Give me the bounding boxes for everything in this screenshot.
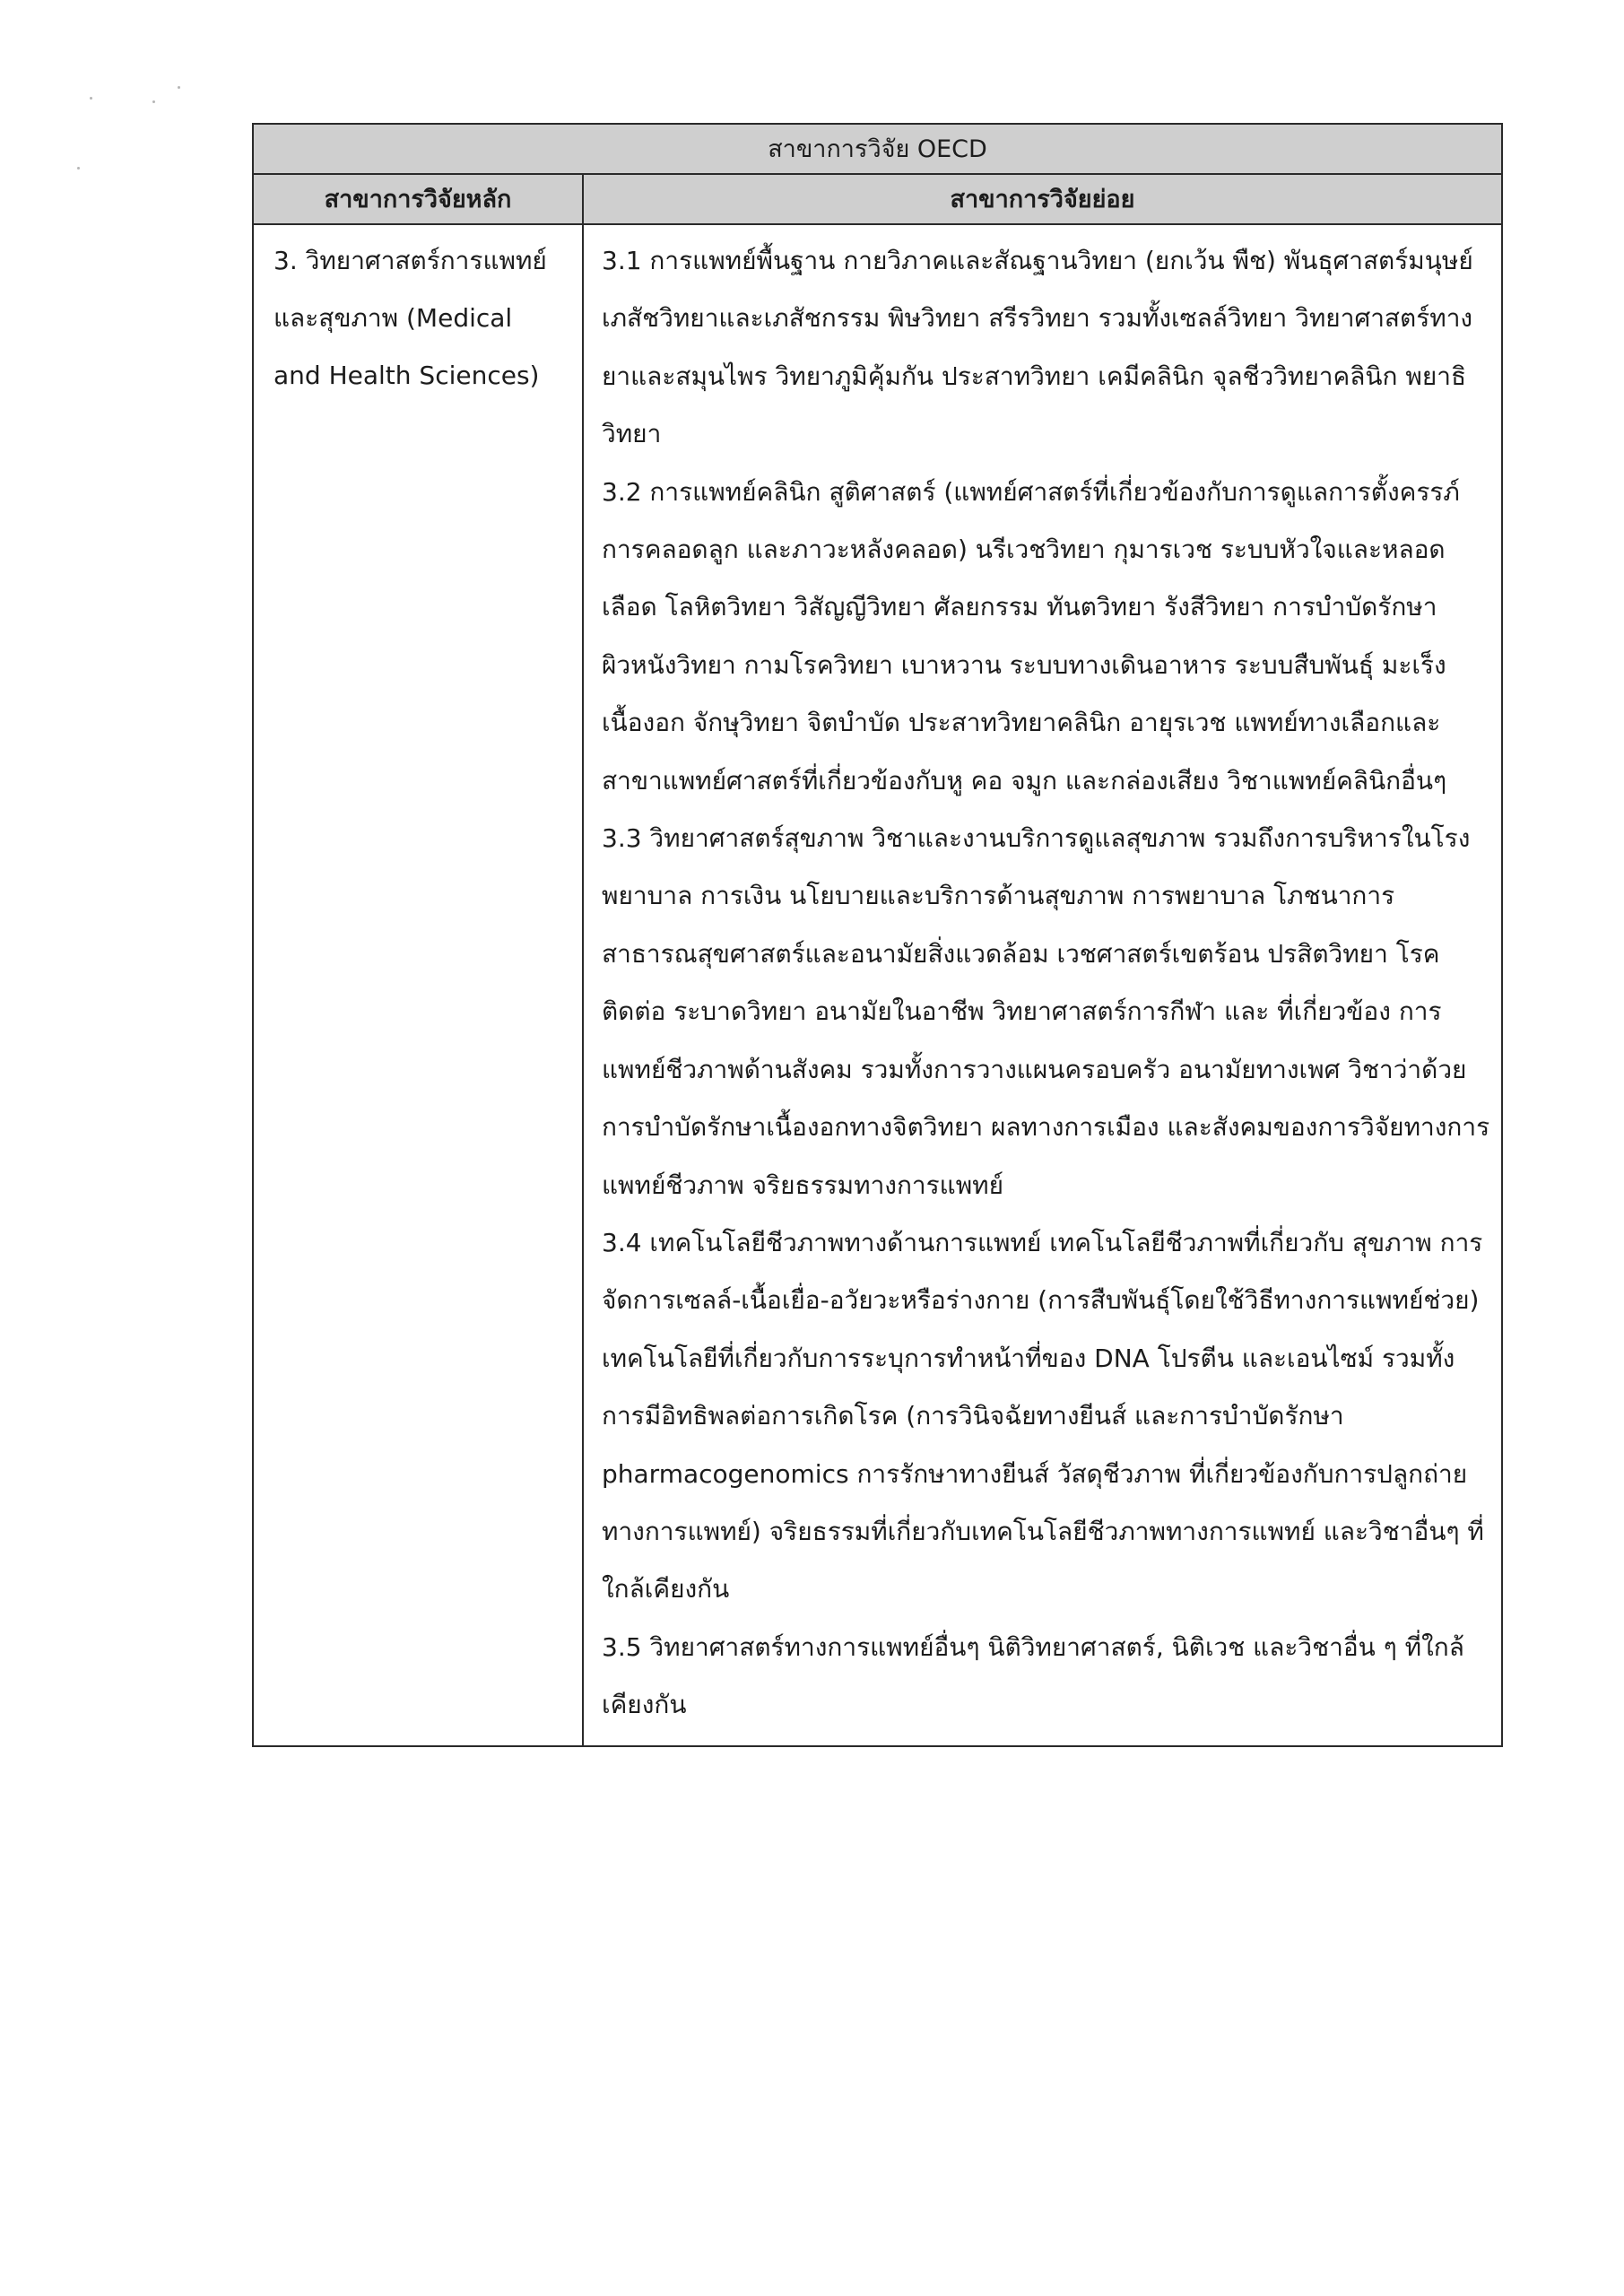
sub-field-3-3: 3.3 วิทยาศาสตร์สุขภาพ วิชาและงานบริการดูแลสุขภาพ รวมถึงการบริหารในโรงพยาบาล การเงิน นโยบายและบริการด้านสุขภาพ การพยาบาล โภชนาการ สาธารณสุขศาสตร์และอนามัยสิ่งแวดล้อม เวชศาสตร์เขตร้อน ปรสิตวิทยา โรคติดต่อ ระบาดวิทยา อนามัยในอาชีพ วิทยาศาสตร์การกีฬา และ ที่เกี่ยวข้อง การแพทย์ชีวภาพด้านสังคม รวมทั้งการวางแผนครอบครัว อนามัยทางเพศ วิชาว่าด้วยการบำบัดรักษาเนื้องอกทางจิตวิทยา ผลทางการเมือง และสังคมของการวิจัยทางการแพทย์ชีวภาพ จริยธรรมทางการแพทย์ [602, 823, 1490, 1200]
scan-speck [178, 86, 180, 89]
table-header-row [253, 174, 1502, 224]
sub-field-cell [583, 224, 1502, 1746]
sub-field-column-header: สาขาการวิจัยย่อย [583, 174, 1502, 224]
main-field-column-header: สาขาการวิจัยหลัก [253, 174, 583, 224]
main-field-cell [253, 224, 583, 1746]
main-field-line: และสุขภาพ (Medical [274, 303, 513, 333]
table-row [253, 224, 1502, 1746]
main-field-line: and Health Sciences) [274, 361, 540, 390]
scan-speck [90, 97, 92, 100]
scan-speck [77, 167, 80, 170]
sub-field-3-1: 3.1 การแพทย์พื้นฐาน กายวิภาคและสัณฐานวิทยา (ยกเว้น พืช) พันธุศาสตร์มนุษย์ เภสัชวิทยาและเภสัชกรรม พิษวิทยา สรีรวิทยา รวมทั้งเซลล์วิทยา วิทยาศาสตร์ทางยาและสมุนไพร วิทยาภูมิคุ้มกัน ประสาทวิทยา เคมีคลินิก จุลชีววิทยาคลินิก พยาธิวิทยา [602, 246, 1473, 449]
sub-field-3-4: 3.4 เทคโนโลยีชีวภาพทางด้านการแพทย์ เทคโนโลยีชีวภาพที่เกี่ยวกับ สุขภาพ การจัดการเซลล์-เนื้อเยื่อ-อวัยวะหรือร่างกาย (การสืบพันธุ์โดยใช้วิธีทางการแพทย์ช่วย) เทคโนโลยีที่เกี่ยวกับการระบุการทำหน้าที่ของ DNA โปรตีน และเอนไซม์ รวมทั้งการมีอิทธิพลต่อการเกิดโรค (การวินิจฉัยทางยีนส์ และการบำบัดรักษา pharmacogenomics การรักษาทางยีนส์ วัสดุชีวภาพ ที่เกี่ยวข้องกับการปลูกถ่ายทางการแพทย์) จริยธรรมที่เกี่ยวกับเทคโนโลยีชีวภาพทางการแพทย์ และวิชาอื่นๆ ที่ใกล้เคียงกัน [602, 1227, 1484, 1605]
main-field-line: 3. วิทยาศาสตร์การแพทย์ [274, 246, 547, 275]
table-title-row [253, 124, 1502, 174]
sub-field-3-2: 3.2 การแพทย์คลินิก สูติศาสตร์ (แพทย์ศาสตร์ที่เกี่ยวข้องกับการดูแลการตั้งครรภ์ การคลอดลูก และภาวะหลังคลอด) นรีเวชวิทยา กุมารเวช ระบบหัวใจและหลอดเลือด โลหิตวิทยา วิสัญญีวิทยา ศัลยกรรม ทันตวิทยา รังสีวิทยา การบำบัดรักษา ผิวหนังวิทยา กามโรควิทยา เบาหวาน ระบบทางเดินอาหาร ระบบสืบพันธุ์ มะเร็ง เนื้องอก จักษุวิทยา จิตบำบัด ประสาทวิทยาคลินิก อายุรเวช แพทย์ทางเลือกและสาขาแพทย์ศาสตร์ที่เกี่ยวข้องกับหู คอ จมูก และกล่องเสียง วิชาแพทย์คลินิกอื่นๆ [602, 476, 1460, 796]
scan-speck [152, 100, 155, 103]
sub-field-3-5: 3.5 วิทยาศาสตร์ทางการแพทย์อื่นๆ นิติวิทยาศาสตร์, นิติเวช และวิชาอื่น ๆ ที่ใกล้เคียงกัน [602, 1631, 1464, 1720]
oecd-research-field-table [252, 123, 1503, 1747]
table-title: สาขาการวิจัย OECD [253, 124, 1502, 174]
